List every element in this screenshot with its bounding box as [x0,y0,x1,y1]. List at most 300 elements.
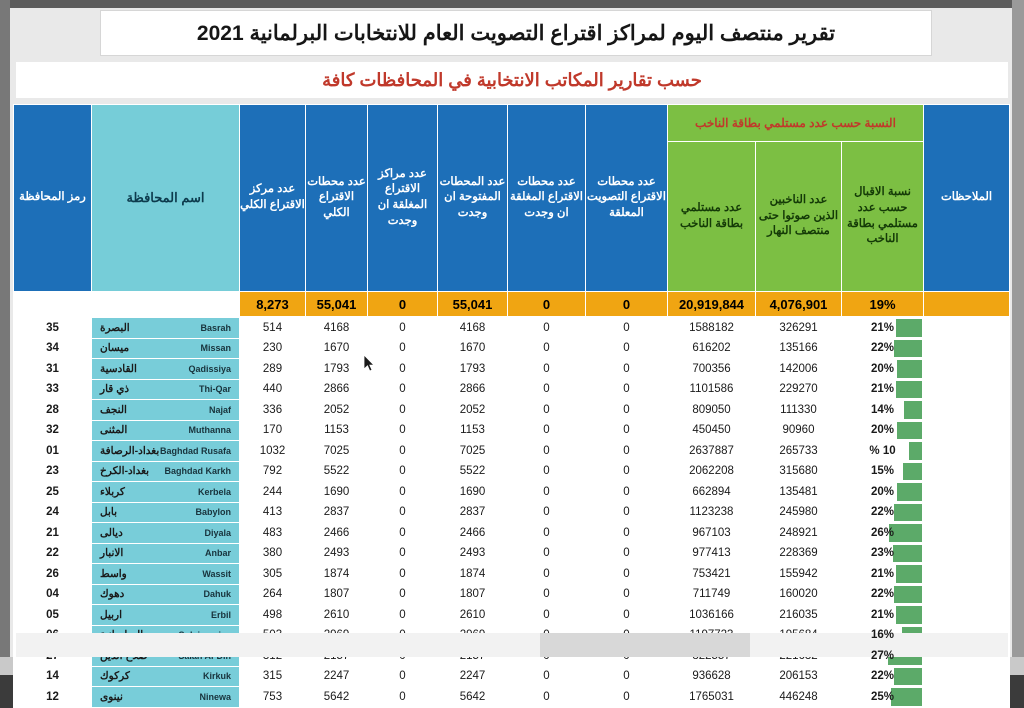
row-total-stations: 1874 [306,564,368,585]
row-closed-centers: 0 [368,523,438,544]
row-closed-centers: 0 [368,687,438,708]
row-suspended-stations: 0 [586,461,668,482]
row-closed-stations: 0 [508,318,586,339]
page-edge-left [0,0,10,675]
row-closed-stations: 0 [508,359,586,380]
turnout-bar [903,463,922,481]
page-edge-top [0,0,1024,8]
turnout-bar [894,668,922,686]
row-open-stations: 2466 [438,523,508,544]
row-notes [924,687,1010,708]
table-row [14,687,1010,708]
row-closed-centers: 0 [368,543,438,564]
row-notes [924,318,1010,339]
governorate-name-ar: بغداد-الكرخ [100,465,150,478]
row-card-receivers: 1588182 [668,318,756,339]
turnout-value: 21% [870,383,895,396]
governorate-name-en: Anbar [204,548,231,559]
governorate-cell-inner [92,506,239,518]
row-closed-stations: 0 [508,502,586,523]
row-open-stations: 2052 [438,400,508,421]
table-row [14,379,1010,400]
table-row [14,482,1010,503]
row-notes [924,359,1010,380]
governorate-cell-inner [92,424,239,436]
governorate-cell-inner [92,547,239,559]
totals-pct-turnout: 19% [842,292,924,317]
row-governorate [92,584,240,605]
governorate-name-ar: نينوى [100,690,123,703]
page-edge-right [1012,0,1024,675]
row-notes [924,461,1010,482]
governorate-cell-inner [92,486,239,498]
table-row [14,666,1010,687]
row-card-receivers: 616202 [668,338,756,359]
row-closed-centers: 0 [368,359,438,380]
row-notes [924,605,1010,626]
governorate-name-en: Basrah [200,322,231,333]
row-total-stations: 7025 [306,441,368,462]
row-total-centers: 230 [240,338,306,359]
row-closed-stations: 0 [508,584,586,605]
row-open-stations: 1153 [438,420,508,441]
row-gov-code: 34 [14,338,92,359]
row-total-stations: 1670 [306,338,368,359]
governorate-cell-inner [92,588,239,600]
turnout-bar [909,442,922,460]
table-row [14,543,1010,564]
governorate-name-ar: ميسان [100,342,130,355]
governorate-name-en: Thi-Qar [198,384,231,395]
row-total-stations: 5642 [306,687,368,708]
row-card-receivers: 662894 [668,482,756,503]
turnout-value: 22% [870,342,895,355]
row-total-stations: 2493 [306,543,368,564]
row-closed-stations: 0 [508,379,586,400]
row-total-centers: 244 [240,482,306,503]
row-total-centers: 413 [240,502,306,523]
row-governorate [92,605,240,626]
row-pct-turnout [842,605,924,626]
row-closed-stations: 0 [508,543,586,564]
row-open-stations: 1670 [438,338,508,359]
row-closed-centers: 0 [368,338,438,359]
row-total-centers: 305 [240,564,306,585]
row-closed-stations: 0 [508,461,586,482]
row-gov-code: 23 [14,461,92,482]
governorate-name-ar: ديالى [100,526,123,539]
row-closed-centers: 0 [368,441,438,462]
row-gov-code: 22 [14,543,92,564]
row-total-stations: 2466 [306,523,368,544]
row-total-centers: 792 [240,461,306,482]
governorate-name-ar: البصرة [100,321,130,334]
row-closed-stations: 0 [508,441,586,462]
row-notes [924,523,1010,544]
row-governorate [92,318,240,339]
totals-suspended-stations: 0 [585,292,667,317]
row-card-receivers: 977413 [668,543,756,564]
row-gov-code: 21 [14,523,92,544]
governorate-cell-inner [92,342,239,354]
turnout-value: 22% [870,670,895,683]
governorate-cell-inner [92,691,239,703]
row-card-receivers: 1765031 [668,687,756,708]
governorate-name-ar: بغداد-الرصافة [100,444,160,457]
totals-governorate [91,292,239,317]
governorate-name-ar: النجف [100,403,127,416]
row-voted-midday: 135481 [756,482,842,503]
row-closed-centers: 0 [368,400,438,421]
turnout-bar [896,381,922,399]
turnout-value: 20% [870,485,895,498]
turnout-bar [894,340,922,358]
row-voted-midday: 90960 [756,420,842,441]
governorate-name-ar: بابل [100,506,117,519]
col-header-voted-midday: عدد الناخبين الذين صوتوا حتى منتصف النهار [756,142,842,292]
row-voted-midday: 216035 [756,605,842,626]
turnout-value: 25% [870,690,895,703]
row-governorate [92,400,240,421]
row-total-centers: 315 [240,666,306,687]
row-governorate [92,666,240,687]
row-open-stations: 2837 [438,502,508,523]
turnout-value: 21% [870,608,895,621]
row-card-receivers: 2062208 [668,461,756,482]
turnout-value: 23% [870,547,895,560]
row-total-stations: 2052 [306,400,368,421]
row-total-centers: 514 [240,318,306,339]
row-notes [924,564,1010,585]
row-gov-code: 28 [14,400,92,421]
totals-voted-midday: 4,076,901 [756,292,842,317]
row-suspended-stations: 0 [586,584,668,605]
row-total-stations: 2610 [306,605,368,626]
col-header-closed-centers: عدد مراكز الاقتراع المغلقة ان وجدت [367,105,437,292]
row-suspended-stations: 0 [586,482,668,503]
row-open-stations: 1690 [438,482,508,503]
turnout-bar [897,483,922,501]
col-header-governorate: اسم المحافظة [91,105,239,292]
row-suspended-stations: 0 [586,502,668,523]
row-notes [924,543,1010,564]
turnout-value: 21% [870,321,895,334]
row-open-stations: 7025 [438,441,508,462]
row-card-receivers: 967103 [668,523,756,544]
col-header-pct-turnout: نسبة الاقبال حسب عدد مستلمي بطاقة الناخب [842,142,924,292]
row-voted-midday: 326291 [756,318,842,339]
row-total-stations: 1153 [306,420,368,441]
row-open-stations: 1874 [438,564,508,585]
col-header-total-centers: عدد مركز الاقتراع الكلي [239,105,305,292]
row-card-receivers: 711749 [668,584,756,605]
row-closed-centers: 0 [368,564,438,585]
governorate-cell-inner [92,670,239,682]
report-title-bar [100,10,932,56]
governorate-name-en: Wassit [202,568,231,579]
governorate-cell-inner [92,609,239,621]
row-pct-turnout [842,523,924,544]
table-row [14,461,1010,482]
row-closed-centers: 0 [368,502,438,523]
row-total-stations: 1690 [306,482,368,503]
table-row [14,420,1010,441]
row-gov-code: 24 [14,502,92,523]
governorate-name-en: Kirkuk [202,671,231,682]
totals-open-stations: 55,041 [437,292,507,317]
row-closed-stations: 0 [508,605,586,626]
row-total-centers: 289 [240,359,306,380]
governorate-cell-inner [92,568,239,580]
row-notes [924,338,1010,359]
page-title: تقرير منتصف اليوم لمراكز اقتراع التصويت العام للانتخابات البرلمانية 2021 [196,21,836,45]
row-gov-code: 01 [14,441,92,462]
row-total-stations: 2866 [306,379,368,400]
table-row [14,338,1010,359]
row-closed-centers: 0 [368,666,438,687]
table-row [14,564,1010,585]
col-header-closed-stations: عدد محطات الاقتراع المغلقة ان وجدت [507,105,585,292]
row-notes [924,379,1010,400]
row-open-stations: 4168 [438,318,508,339]
row-card-receivers: 2637887 [668,441,756,462]
row-notes [924,482,1010,503]
row-suspended-stations: 0 [586,400,668,421]
row-suspended-stations: 0 [586,379,668,400]
row-suspended-stations: 0 [586,359,668,380]
row-closed-centers: 0 [368,379,438,400]
row-notes [924,502,1010,523]
row-closed-centers: 0 [368,318,438,339]
governorate-name-en: Diyala [204,527,231,538]
row-total-stations: 1807 [306,584,368,605]
governorate-name-ar: الانبار [100,547,124,560]
page-subtitle: حسب تقارير المكاتب الانتخابية في المحافظات كافة [322,69,702,90]
row-pct-turnout [842,482,924,503]
totals-closed-stations: 0 [507,292,585,317]
totals-total-stations: 55,041 [305,292,367,317]
row-governorate [92,441,240,462]
turnout-value: 14% [870,403,895,416]
row-governorate [92,543,240,564]
row-total-centers: 498 [240,605,306,626]
row-suspended-stations: 0 [586,318,668,339]
page-bottom-strip [16,633,1008,657]
governorate-name-ar: دهوك [100,588,125,601]
governorate-cell-inner [92,465,239,477]
row-open-stations: 5642 [438,687,508,708]
turnout-value: 20% [870,362,895,375]
row-pct-turnout [842,379,924,400]
row-open-stations: 2610 [438,605,508,626]
row-pct-turnout [842,338,924,359]
row-open-stations: 2866 [438,379,508,400]
row-governorate [92,502,240,523]
turnout-value: 26% [870,526,895,539]
row-notes [924,584,1010,605]
governorate-cell-inner [92,404,239,416]
row-closed-centers: 0 [368,420,438,441]
row-suspended-stations: 0 [586,666,668,687]
turnout-value: 15% [870,465,895,478]
table-row [14,400,1010,421]
row-governorate [92,461,240,482]
row-open-stations: 1793 [438,359,508,380]
row-closed-stations: 0 [508,666,586,687]
row-card-receivers: 809050 [668,400,756,421]
governorate-name-ar: واسط [100,567,127,580]
row-card-receivers: 1123238 [668,502,756,523]
row-pct-turnout [842,564,924,585]
turnout-bar [894,504,922,522]
row-gov-code: 25 [14,482,92,503]
row-voted-midday: 265733 [756,441,842,462]
governorate-cell-inner [92,527,239,539]
row-pct-turnout [842,441,924,462]
row-voted-midday: 229270 [756,379,842,400]
turnout-bar [896,606,922,624]
header-row-top [13,105,1009,142]
row-pct-turnout [842,584,924,605]
row-pct-turnout [842,666,924,687]
row-governorate [92,420,240,441]
row-voted-midday: 248921 [756,523,842,544]
table-head [13,105,1009,292]
row-open-stations: 1807 [438,584,508,605]
row-closed-stations: 0 [508,400,586,421]
row-total-stations: 5522 [306,461,368,482]
row-closed-centers: 0 [368,482,438,503]
row-total-stations: 2837 [306,502,368,523]
turnout-bar [896,319,922,337]
row-pct-turnout [842,318,924,339]
turnout-value: 16% [870,629,895,642]
col-header-green-group: النسبة حسب عدد مستلمي بطاقة الناخب [667,105,923,142]
governorate-name-ar: القادسية [100,362,137,375]
row-closed-centers: 0 [368,584,438,605]
row-total-stations: 1793 [306,359,368,380]
row-closed-stations: 0 [508,338,586,359]
table-body [13,292,1009,317]
row-gov-code: 26 [14,564,92,585]
results-table [13,104,1010,317]
row-open-stations: 2493 [438,543,508,564]
row-card-receivers: 753421 [668,564,756,585]
row-voted-midday: 446248 [756,687,842,708]
row-card-receivers: 700356 [668,359,756,380]
turnout-bar [897,422,922,440]
totals-gov-code [13,292,91,317]
row-gov-code: 12 [14,687,92,708]
turnout-value: 22% [870,506,895,519]
row-governorate [92,359,240,380]
table-row [14,584,1010,605]
table-row [14,605,1010,626]
turnout-bar [897,360,922,378]
row-total-centers: 336 [240,400,306,421]
row-total-centers: 440 [240,379,306,400]
row-pct-turnout [842,687,924,708]
turnout-value: 21% [870,567,895,580]
governorate-name-en: Missan [200,343,231,354]
totals-card-receivers: 20,919,844 [667,292,755,317]
row-closed-stations: 0 [508,482,586,503]
row-pct-turnout [842,502,924,523]
governorate-name-en: Dahuk [203,589,231,600]
row-voted-midday: 160020 [756,584,842,605]
row-voted-midday: 135166 [756,338,842,359]
turnout-bar [896,565,922,583]
governorate-name-en: Qadissiya [188,363,231,374]
row-total-centers: 483 [240,523,306,544]
row-voted-midday: 228369 [756,543,842,564]
governorate-name-ar: اربيل [100,608,123,621]
row-total-stations: 4168 [306,318,368,339]
row-suspended-stations: 0 [586,338,668,359]
row-suspended-stations: 0 [586,687,668,708]
governorate-name-ar: كركوك [100,670,130,683]
col-header-open-stations: عدد المحطات المفتوحة ان وجدت [437,105,507,292]
turnout-bar [891,688,922,706]
row-governorate [92,564,240,585]
totals-notes [924,292,1010,317]
turnout-bar [894,586,922,604]
row-closed-stations: 0 [508,564,586,585]
row-gov-code: 35 [14,318,92,339]
row-pct-turnout [842,461,924,482]
row-gov-code: 32 [14,420,92,441]
row-gov-code: 33 [14,379,92,400]
row-governorate [92,482,240,503]
turnout-bar [893,545,922,563]
row-voted-midday: 206153 [756,666,842,687]
governorate-name-en: Najaf [208,404,231,415]
row-pct-turnout [842,359,924,380]
row-pct-turnout [842,543,924,564]
row-governorate [92,687,240,708]
row-voted-midday: 111330 [756,400,842,421]
col-header-notes: الملاحظات [924,105,1010,292]
row-governorate [92,523,240,544]
row-total-stations: 2247 [306,666,368,687]
row-notes [924,441,1010,462]
totals-closed-centers: 0 [367,292,437,317]
row-open-stations: 5522 [438,461,508,482]
row-suspended-stations: 0 [586,523,668,544]
governorate-cell-inner [92,322,239,334]
governorate-name-en: Baghdad Karkh [164,466,231,477]
row-closed-stations: 0 [508,420,586,441]
governorate-name-en: Baghdad Rusafa [159,445,231,456]
row-governorate [92,379,240,400]
page-bottom-shadow [540,633,750,657]
turnout-value: 20% [870,424,895,437]
turnout-value: 27% [870,649,895,662]
row-suspended-stations: 0 [586,605,668,626]
row-governorate [92,338,240,359]
row-notes [924,666,1010,687]
col-header-card-receivers: عدد مستلمي بطاقة الناخب [667,142,755,292]
table-row [14,318,1010,339]
row-notes [924,400,1010,421]
row-suspended-stations: 0 [586,564,668,585]
col-header-total-stations: عدد محطات الاقتراع الكلي [305,105,367,292]
row-voted-midday: 155942 [756,564,842,585]
governorate-name-en: Erbil [210,609,231,620]
governorate-name-en: Muthanna [188,425,231,436]
col-header-suspended-stations: عدد محطات الاقتراع التصويت المعلقة [585,105,667,292]
row-closed-stations: 0 [508,687,586,708]
